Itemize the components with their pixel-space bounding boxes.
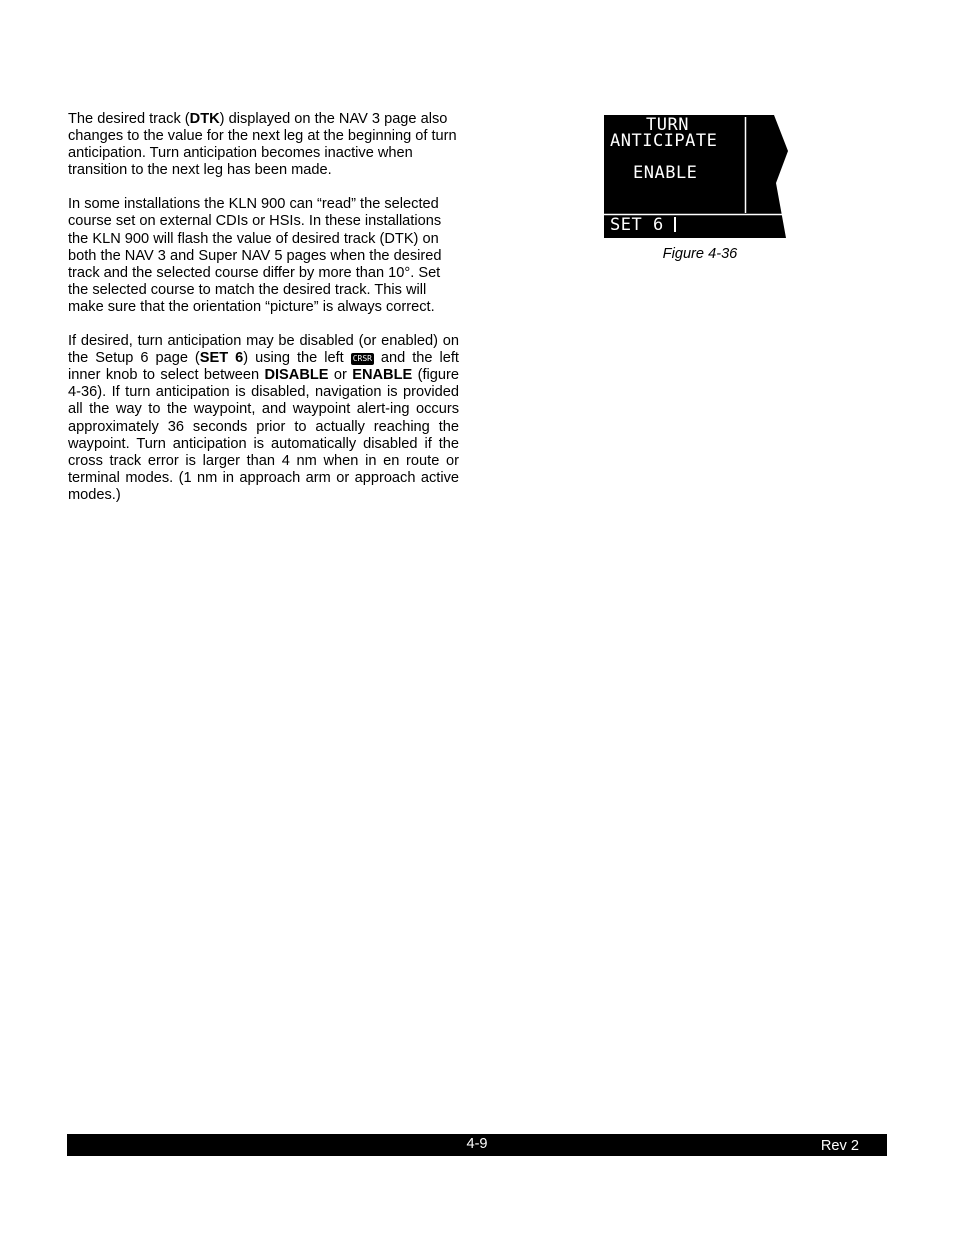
text-run: ) displayed on the NAV 3 page also changes to the value for the next leg at the beginning of turn anticipation. Turn anticipation becomes inactive when transition to the next leg has been made. bbox=[68, 111, 457, 179]
crsr-key-icon: CRSR bbox=[352, 354, 372, 364]
bold-term-dtk: DTK bbox=[189, 111, 220, 127]
text-run: If desired, turn anticipation may be disabled (or enabled) on the Setup 6 page ( bbox=[68, 333, 459, 367]
screen-line-enable: ENABLE bbox=[633, 163, 698, 183]
page-number: 4-9 bbox=[466, 1136, 488, 1152]
kln900-screen-figure bbox=[604, 115, 788, 238]
screen-line-turn: TURN bbox=[646, 115, 689, 135]
page-footer bbox=[67, 1134, 887, 1156]
screen-line-set6: SET 6 bbox=[610, 215, 664, 235]
text-run: The desired track ( bbox=[68, 111, 190, 127]
paragraph-turn-anticipation bbox=[68, 333, 459, 504]
bold-term-set6: SET 6 bbox=[199, 350, 244, 367]
paragraph-cdi-hsi: In some installations the KLN 900 can “read” the selected course set on external CDIs or HSIs. In these installations the KLN 900 will flash the value of desired track (DTK) on both the NAV 3 and Super NAV 5 pages when the desired track and the selected course differ by more than 10°. Set the selected course to match the desired track. This will make sure that the orientation “picture” is always correct. bbox=[68, 196, 442, 315]
screen-line-anticipate: ANTICIPATE bbox=[610, 131, 718, 151]
figure-caption: Figure 4-36 bbox=[662, 246, 738, 262]
paragraph-dtk bbox=[68, 111, 459, 179]
bold-term-enable: ENABLE bbox=[352, 367, 413, 384]
text-run: or bbox=[328, 367, 353, 384]
revision-label: Rev 2 bbox=[820, 1138, 859, 1154]
text-run: (figure 4-36). If turn anticipation is disabled, navigation is provided all the way to the waypoint, and waypoint alert-ing occurs approximately 36 seconds prior to actually reaching the waypoint. Turn anticipation is automatically disabled if the cross track error is larger than 4 nm when in en route or terminal modes. (1 nm in approach arm or approach active modes.) bbox=[68, 367, 459, 503]
cursor-bar-icon bbox=[674, 217, 676, 232]
text-run: and the left inner knob to select between bbox=[68, 350, 459, 384]
body-text-column bbox=[68, 111, 459, 521]
text-run: ) using the left bbox=[243, 350, 351, 367]
bold-term-disable: DISABLE bbox=[264, 367, 329, 384]
